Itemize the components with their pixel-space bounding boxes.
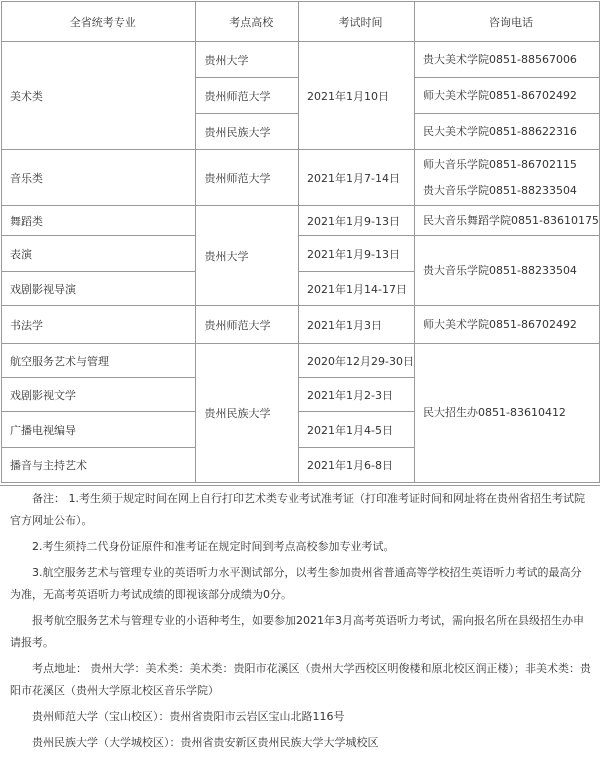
major-cell: 戏剧影视导演: [2, 272, 196, 306]
notes-section: [0, 485, 600, 758]
table-header-row: [2, 2, 600, 42]
major-cell: 舞蹈类: [2, 206, 196, 236]
time-cell: 2021年1月7-14日: [299, 150, 415, 206]
note-4: 报考航空服务艺术与管理专业的小语种考生，如要参加2021年3月高考英语听力考试，需向报名所在县级招生办申请报考。: [10, 614, 584, 649]
phone-cell: 贵大音乐学院0851-88233504: [414, 236, 599, 306]
time-cell: 2021年1月3日: [299, 306, 415, 344]
phone-cell: 贵大美术学院0851-88567006: [414, 42, 599, 78]
school-cell: 贵州师范大学: [196, 78, 299, 114]
major-cell: 戏剧影视文学: [2, 378, 196, 412]
major-cell: 书法学: [2, 306, 196, 344]
time-cell: 2021年1月6-8日: [299, 448, 415, 483]
note-3: 3.航空服务艺术与管理专业的英语听力水平测试部分，以考生参加贵州省普通高等学校招生英语听力考试的最高分为准，无高考英语听力考试成绩的即视该部分成绩为0分。: [10, 566, 582, 601]
time-cell: 2021年1月14-17日: [299, 272, 415, 306]
time-cell: 2021年1月2-3日: [299, 378, 415, 412]
time-cell: 2021年1月4-5日: [299, 412, 415, 448]
phone-cell: 民大招生办0851-83610412: [414, 344, 599, 483]
time-cell: 2021年1月9-13日: [299, 206, 415, 236]
note-1: 备注： 1.考生须于规定时间在网上自行打印艺术类专业考试准考证（打印准考证时间和网址将在贵州省招生考试院官方网址公布）。: [10, 492, 585, 527]
time-cell: 2021年1月10日: [299, 42, 415, 150]
phone-cell: [414, 150, 599, 206]
phone-cell: 师大美术学院0851-86702492: [414, 78, 599, 114]
exam-schedule-table: [1, 1, 600, 483]
major-cell: 播音与主持艺术: [2, 448, 196, 483]
major-cell: 航空服务艺术与管理: [2, 344, 196, 378]
phone-cell: 师大美术学院0851-86702492: [414, 306, 599, 344]
header-phone: 咨询电话: [414, 2, 599, 42]
note-gzmu-address: 贵州民族大学（大学城校区）：贵州省贵安新区贵州民族大学大学城校区: [32, 736, 379, 749]
school-cell: 贵州民族大学: [196, 114, 299, 150]
table-row: [2, 236, 600, 272]
table-row: [2, 42, 600, 78]
header-school: 考点高校: [196, 2, 299, 42]
note-gznu-address: 贵州师范大学（宝山校区）：贵州省贵阳市云岩区宝山北路116号: [32, 710, 345, 723]
phone-line: 师大音乐学院0851-86702115: [422, 157, 577, 171]
phone-line: 贵大音乐学院0851-88233504: [422, 183, 577, 197]
school-cell: 贵州大学: [196, 42, 299, 78]
school-cell: 贵州师范大学: [196, 306, 299, 344]
note-address: 考点地址： 贵州大学：美术类：美术类：贵阳市花溪区（贵州大学西校区明俊楼和原北校区润正楼）；非美术类：贵阳市花溪区（贵州大学原北校区音乐学院）: [10, 662, 591, 697]
school-cell: 贵州师范大学: [196, 150, 299, 206]
phone-cell: 民大音乐舞蹈学院0851-83610175: [414, 206, 599, 236]
major-cell: 美术类: [2, 42, 196, 150]
table-row: [2, 344, 600, 378]
time-cell: 2021年1月9-13日: [299, 236, 415, 272]
major-cell: 音乐类: [2, 150, 196, 206]
phone-cell: 民大美术学院0851-88622316: [414, 114, 599, 150]
school-cell: 贵州民族大学: [196, 344, 299, 483]
note-2: 2.考生须持二代身份证原件和准考证在规定时间到考点高校参加专业考试。: [32, 540, 395, 553]
header-time: 考试时间: [299, 2, 415, 42]
school-cell: 贵州大学: [196, 206, 299, 306]
table-row: [2, 206, 600, 236]
table-row: [2, 150, 600, 206]
time-cell: 2020年12月29-30日: [299, 344, 415, 378]
major-cell: 表演: [2, 236, 196, 272]
table-row: [2, 306, 600, 344]
major-cell: 广播电视编导: [2, 412, 196, 448]
header-major: 全省统考专业: [2, 2, 196, 42]
